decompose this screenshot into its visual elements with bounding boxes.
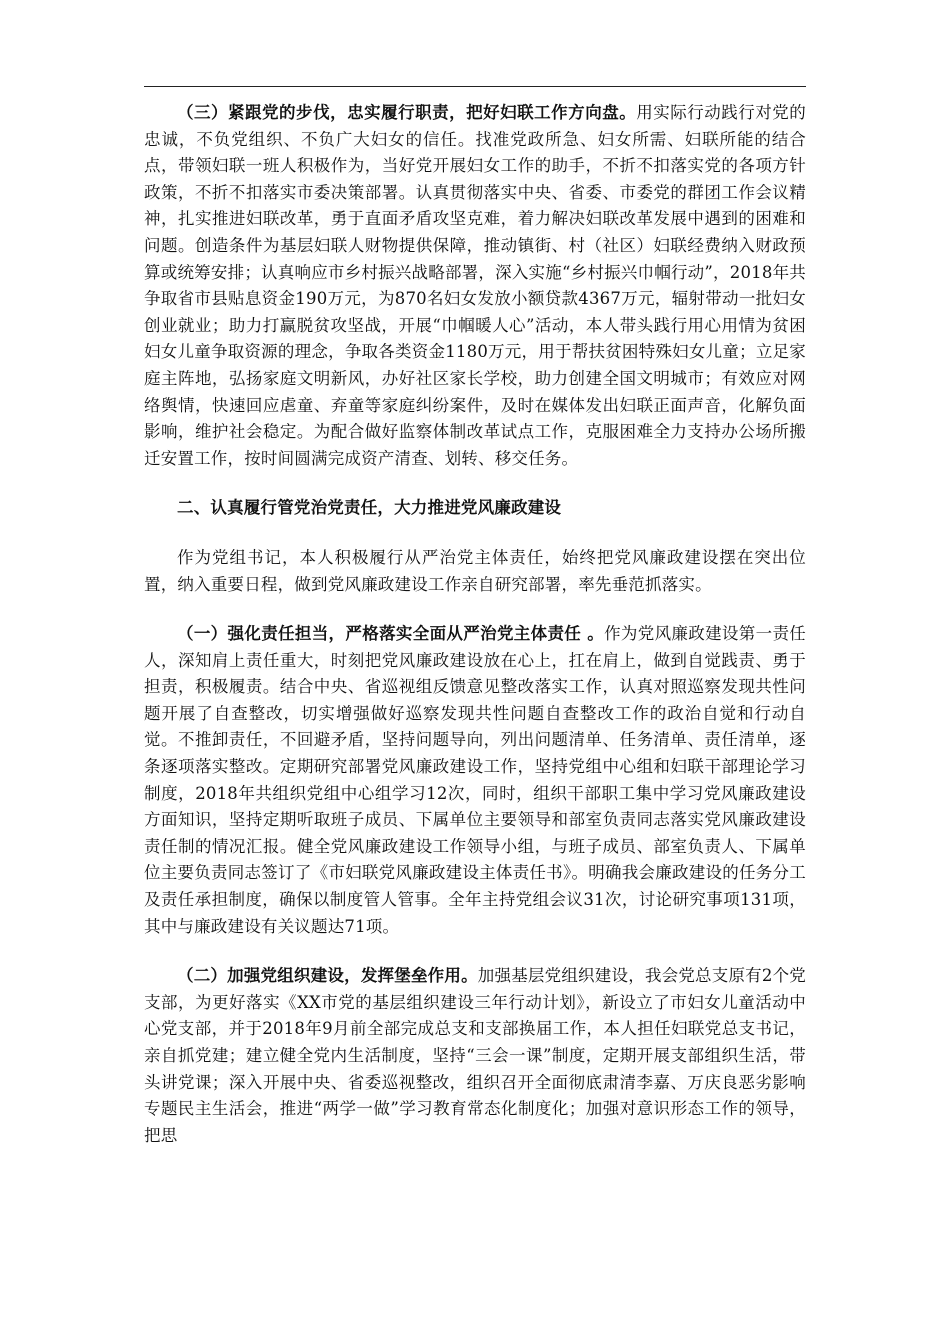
header-rule [144, 86, 806, 87]
paragraph-subsection-2 [144, 963, 806, 1149]
paragraph-subsection-1 [144, 621, 806, 940]
paragraph-intro: 作为党组书记，本人积极履行从严治党主体责任，始终把党风廉政建设摆在突出位置，纳入重要日程，做到党风廉政建设工作亲自研究部署，率先垂范抓落实。 [144, 547, 806, 594]
paragraph-text: 作为党风廉政建设第一责任人，深知肩上责任重大，时刻把党风廉政建设放在心上，扛在肩上，做到自觉践责、勇于担责，积极履责。结合中央、省巡视组反馈意见整改落实工作，认真对照巡察发现共性问题开展了自查整改，切实增强做好巡察发现共性问题自查整改工作的政治自觉和行动自觉。不推卸责任，不回避矛盾，坚持问题导向，列出问题清单、任务清单、责任清单，逐条逐项落实整改。定期研究部署党风廉政建设工作，坚持党组中心组和妇联干部理论学习制度，2018年共组织党组中心组学习12次，同时，组织干部职工集中学习党风廉政建设方面知识，坚持定期听取班子成员、下属单位主要领导和部室负责同志落实党风廉政建设责任制的情况汇报。健全党风廉政建设工作领导小组，与班子成员、部室负责人、下属单位主要负责同志签订了《市妇联党风廉政建设主体责任书》。明确我会廉政建设的任务分工及责任承担制度，确保以制度管人管事。全年主持党组会议31次，讨论研究事项131项，其中与廉政建设有关议题达71项。 [144, 624, 806, 936]
paragraph-lead: （三）紧跟党的步伐，忠实履行职责，把好妇联工作方向盘。 [177, 103, 637, 122]
paragraph-section-3 [144, 100, 806, 472]
section-heading-2: 二、认真履行管党治党责任，大力推进党风廉政建设 [177, 498, 562, 518]
paragraph-text: 加强基层党组织建设，我会党总支原有2个党支部，为更好落实《XX市党的基层组织建设三年行动计划》，新设立了市妇女儿童活动中心党支部，并于2018年9月前全部完成总支和支部换届工作，本人担任妇联党总支书记，亲自抓党建；建立健全党内生活制度，坚持“三会一课”制度，定期开展支部组织生活，带头讲党课；深入开展中央、省委巡视整改，组织召开全面彻底肃清李嘉、万庆良恶劣影响专题民主生活会，推进“两学一做”学习教育常态化制度化；加强对意识形态工作的领导，把思 [144, 966, 806, 1145]
document-body [144, 100, 806, 1149]
paragraph-lead: （二）加强党组织建设，发挥堡垒作用。 [177, 966, 478, 986]
paragraph-lead: （一）强化责任担当，严格落实全面从严治党主体责任 。 [177, 624, 605, 644]
paragraph-text: 用实际行动践行对党的忠诚，不负党组织、不负广大妇女的信任。找准党政所急、妇女所需、妇联所能的结合点，带领妇联一班人积极作为，当好党开展妇女工作的助手，不折不扣落实党的各项方针政策，不折不扣落实市委决策部署。认真贯彻落实中央、省委、市委党的群团工作会议精神，扎实推进妇联改革，勇于直面矛盾攻坚克难，着力解决妇联改革发展中遇到的困难和问题。创造条件为基层妇联人财物提供保障，推动镇街、村（社区）妇联经费纳入财政预算或统筹安排；认真响应市乡村振兴战略部署，深入实施“乡村振兴巾帼行动”，2018年共争取省市县贴息资金190万元，为870名妇女发放小额贷款4367万元，辐射带动一批妇女创业就业；助力打赢脱贫攻坚战，开展“巾帼暖人心”活动，本人带头践行用心用情为贫困妇女儿童争取资源的理念，争取各类资金1180万元，用于帮扶贫困特殊妇女儿童；立足家庭主阵地，弘扬家庭文明新风，办好社区家长学校，助力创建全国文明城市；有效应对网络舆情，快速回应虐童、弃童等家庭纠纷案件，及时在媒体发出妇联正面声音，化解负面影响，维护社会稳定。为配合做好监察体制改革试点工作，克服困难全力支持办公场所搬迁安置工作，按时间圆满完成资产清查、划转、移交任务。 [144, 103, 807, 468]
